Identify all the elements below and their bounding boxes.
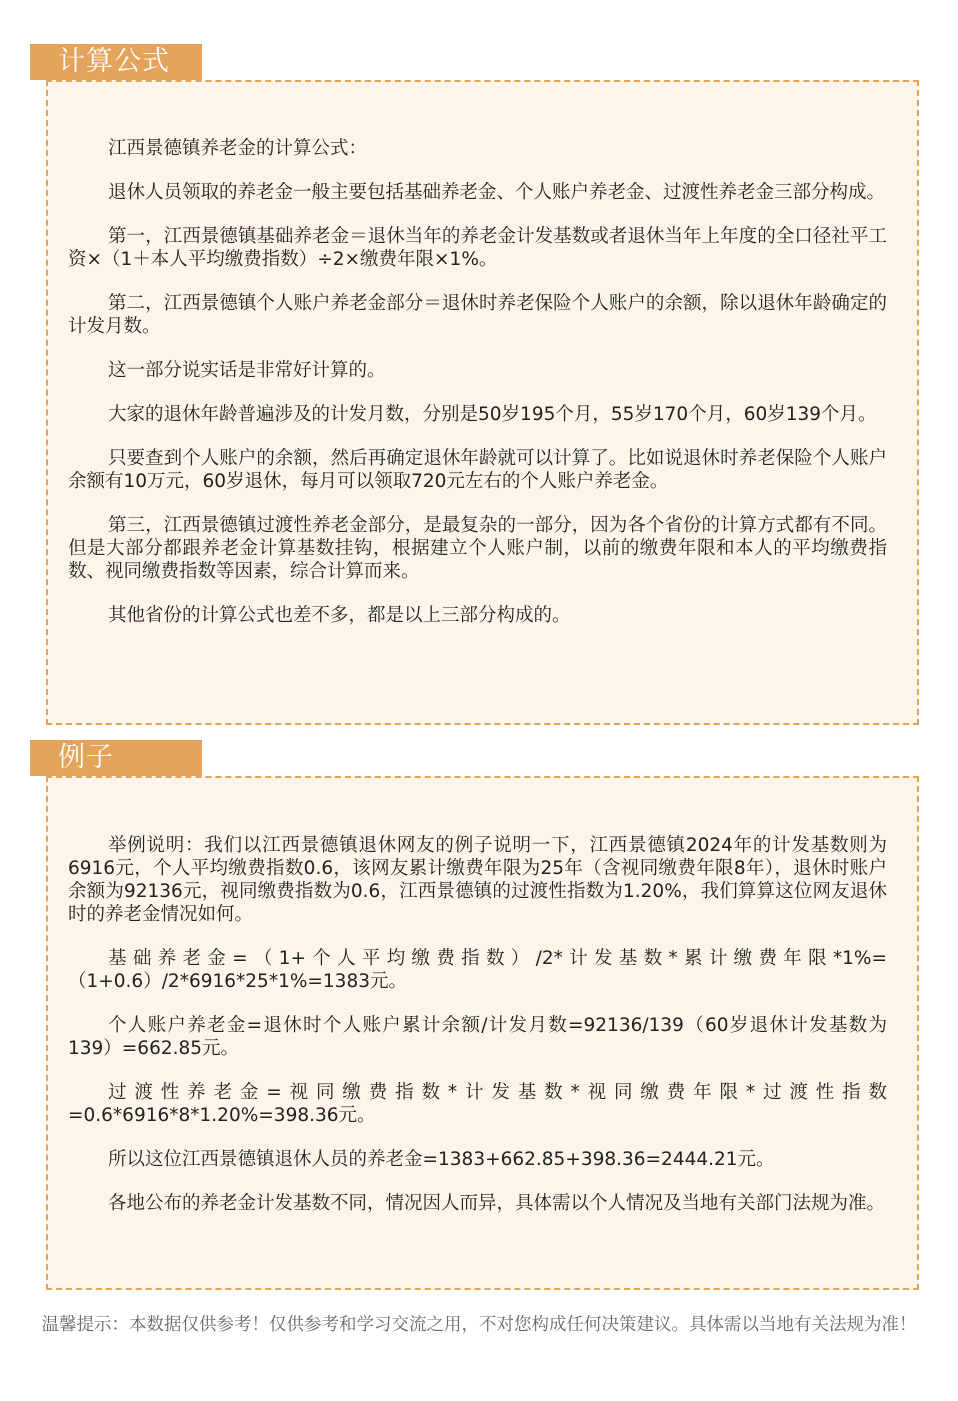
paragraph: 只要查到个人账户的余额，然后再确定退休年龄就可以计算了。比如说退休时养老保险个人账户余额有10万元，60岁退休，每月可以领取720元左右的个人账户养老金。 bbox=[68, 448, 887, 492]
paragraph: 举例说明：我们以江西景德镇退休网友的例子说明一下，江西景德镇2024年的计发基数则为6916元，个人平均缴费指数0.6，该网友累计缴费年限为25年（含视同缴费年限8年），退休时账户余额为92136元，视同缴费指数为0.6，江西景德镇的过渡性指数为1.20%，我们算算这位网友退休时的养老金情况如何。 bbox=[68, 835, 887, 925]
paragraph: 基础养老金=（1+个人平均缴费指数）/2*计发基数*累计缴费年限*1%=（1+0.6）/2*6916*25*1%=1383元。 bbox=[68, 948, 887, 992]
paragraph: 这一部分说实话是非常好计算的。 bbox=[108, 360, 386, 381]
section-title-formula: 计算公式 bbox=[30, 44, 202, 80]
paragraph: 第二，江西景德镇个人账户养老金部分＝退休时养老保险个人账户的余额，除以退休年龄确定的计发月数。 bbox=[68, 293, 887, 337]
paragraph: 各地公布的养老金计发基数不同，情况因人而异，具体需以个人情况及当地有关部门法规为准。 bbox=[108, 1193, 886, 1214]
paragraph: 第一，江西景德镇基础养老金＝退休当年的养老金计发基数或者退休当年上年度的全口径社平工资×（1＋本人平均缴费指数）÷2×缴费年限×1%。 bbox=[68, 226, 887, 270]
paragraph: 退休人员领取的养老金一般主要包括基础养老金、个人账户养老金、过渡性养老金三部分构成。 bbox=[108, 182, 886, 203]
formula-content-box bbox=[46, 80, 919, 725]
paragraph: 第三，江西景德镇过渡性养老金部分，是最复杂的一部分，因为各个省份的计算方式都有不同。但是大部分都跟养老金计算基数挂钩，根据建立个人账户制，以前的缴费年限和本人的平均缴费指数、视同缴费指数等因素，综合计算而来。 bbox=[68, 515, 887, 582]
paragraph: 江西景德镇养老金的计算公式： bbox=[108, 138, 368, 159]
example-content-box bbox=[46, 776, 919, 1290]
paragraph: 个人账户养老金=退休时个人账户累计余额/计发月数=92136/139（60岁退休计发基数为139）=662.85元。 bbox=[68, 1015, 887, 1059]
paragraph: 所以这位江西景德镇退休人员的养老金=1383+662.85+398.36=2444.21元。 bbox=[108, 1149, 775, 1170]
footer-disclaimer: 温馨提示：本数据仅供参考！仅供参考和学习交流之用，不对您构成任何决策建议。具体需以当地有关法规为准！ bbox=[41, 1315, 917, 1335]
paragraph: 大家的退休年龄普遍涉及的计发月数，分别是50岁195个月，55岁170个月，60岁139个月。 bbox=[108, 404, 877, 425]
paragraph: 过渡性养老金=视同缴费指数*计发基数*视同缴费年限*过渡性指数=0.6*6916*8*1.20%=398.36元。 bbox=[68, 1082, 887, 1126]
section-title-example: 例子 bbox=[30, 740, 202, 776]
paragraph: 其他省份的计算公式也差不多，都是以上三部分构成的。 bbox=[108, 605, 571, 626]
